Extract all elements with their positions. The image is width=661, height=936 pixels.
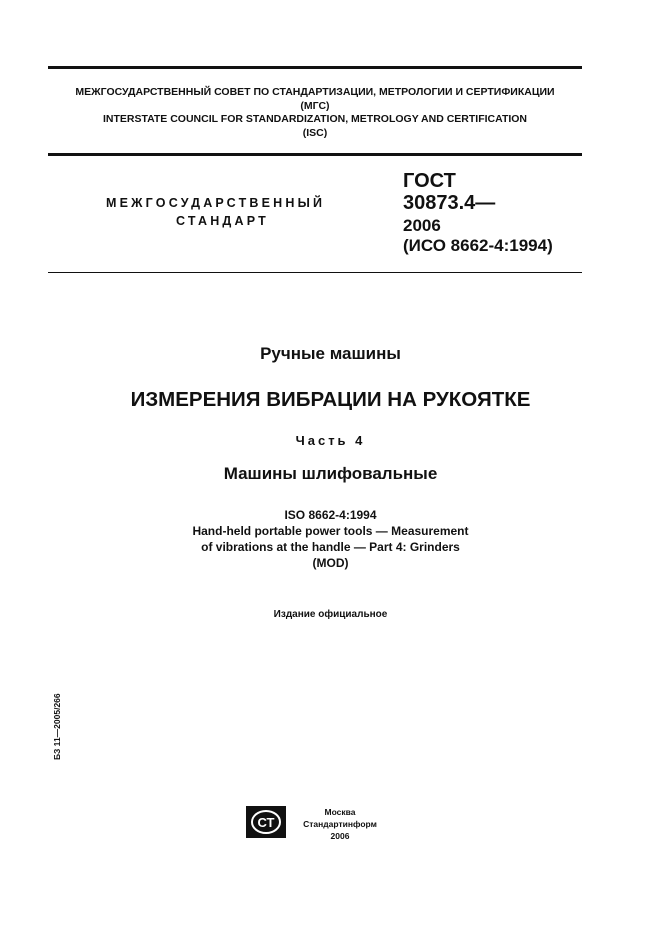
header-rule xyxy=(48,153,582,156)
logo-text: СТ xyxy=(257,815,275,830)
title-rule xyxy=(48,272,582,273)
council-en-abbr: (ISC) xyxy=(302,127,328,139)
gost-prefix: ГОСТ xyxy=(403,170,456,192)
edition-label: Издание официальное xyxy=(273,609,388,620)
gost-iso-ref: (ИСО 8662-4:1994) xyxy=(403,236,553,255)
standard-type-line2: СТАНДАРТ xyxy=(176,214,269,228)
standartinform-logo-icon xyxy=(246,806,286,838)
side-code: БЗ 11—2005/266 xyxy=(52,693,62,760)
publisher-year: 2006 xyxy=(330,831,350,841)
standard-type-line1: МЕЖГОСУДАРСТВЕННЫЙ xyxy=(106,196,326,210)
title-group: Ручные машины xyxy=(260,344,401,363)
iso-mod: (MOD) xyxy=(312,556,349,570)
title-part: Часть 4 xyxy=(295,433,366,448)
council-ru-line: МЕЖГОСУДАРСТВЕННЫЙ СОВЕТ ПО СТАНДАРТИЗАЦИИ, МЕТРОЛОГИИ И СЕРТИФИКАЦИИ xyxy=(75,86,555,98)
gost-number: 30873.4— xyxy=(403,192,496,214)
gost-year: 2006 xyxy=(403,216,441,235)
council-en-line: INTERSTATE COUNCIL FOR STANDARDIZATION, METROLOGY AND CERTIFICATION xyxy=(102,113,528,125)
publisher-block xyxy=(296,806,384,842)
iso-title-line2: of vibrations at the handle — Part 4: Grinders xyxy=(201,540,460,554)
publisher-name: Стандартинформ xyxy=(303,819,377,829)
title-main: ИЗМЕРЕНИЯ ВИБРАЦИИ НА РУКОЯТКЕ xyxy=(130,388,531,411)
title-subtitle: Машины шлифовальные xyxy=(223,464,438,483)
top-rule xyxy=(48,66,582,69)
iso-title-line1: Hand-held portable power tools — Measurement xyxy=(192,524,469,538)
iso-code: ISO 8662-4:1994 xyxy=(284,508,377,522)
publisher-city: Москва xyxy=(324,807,356,817)
council-ru-abbr: (МГС) xyxy=(300,100,330,112)
